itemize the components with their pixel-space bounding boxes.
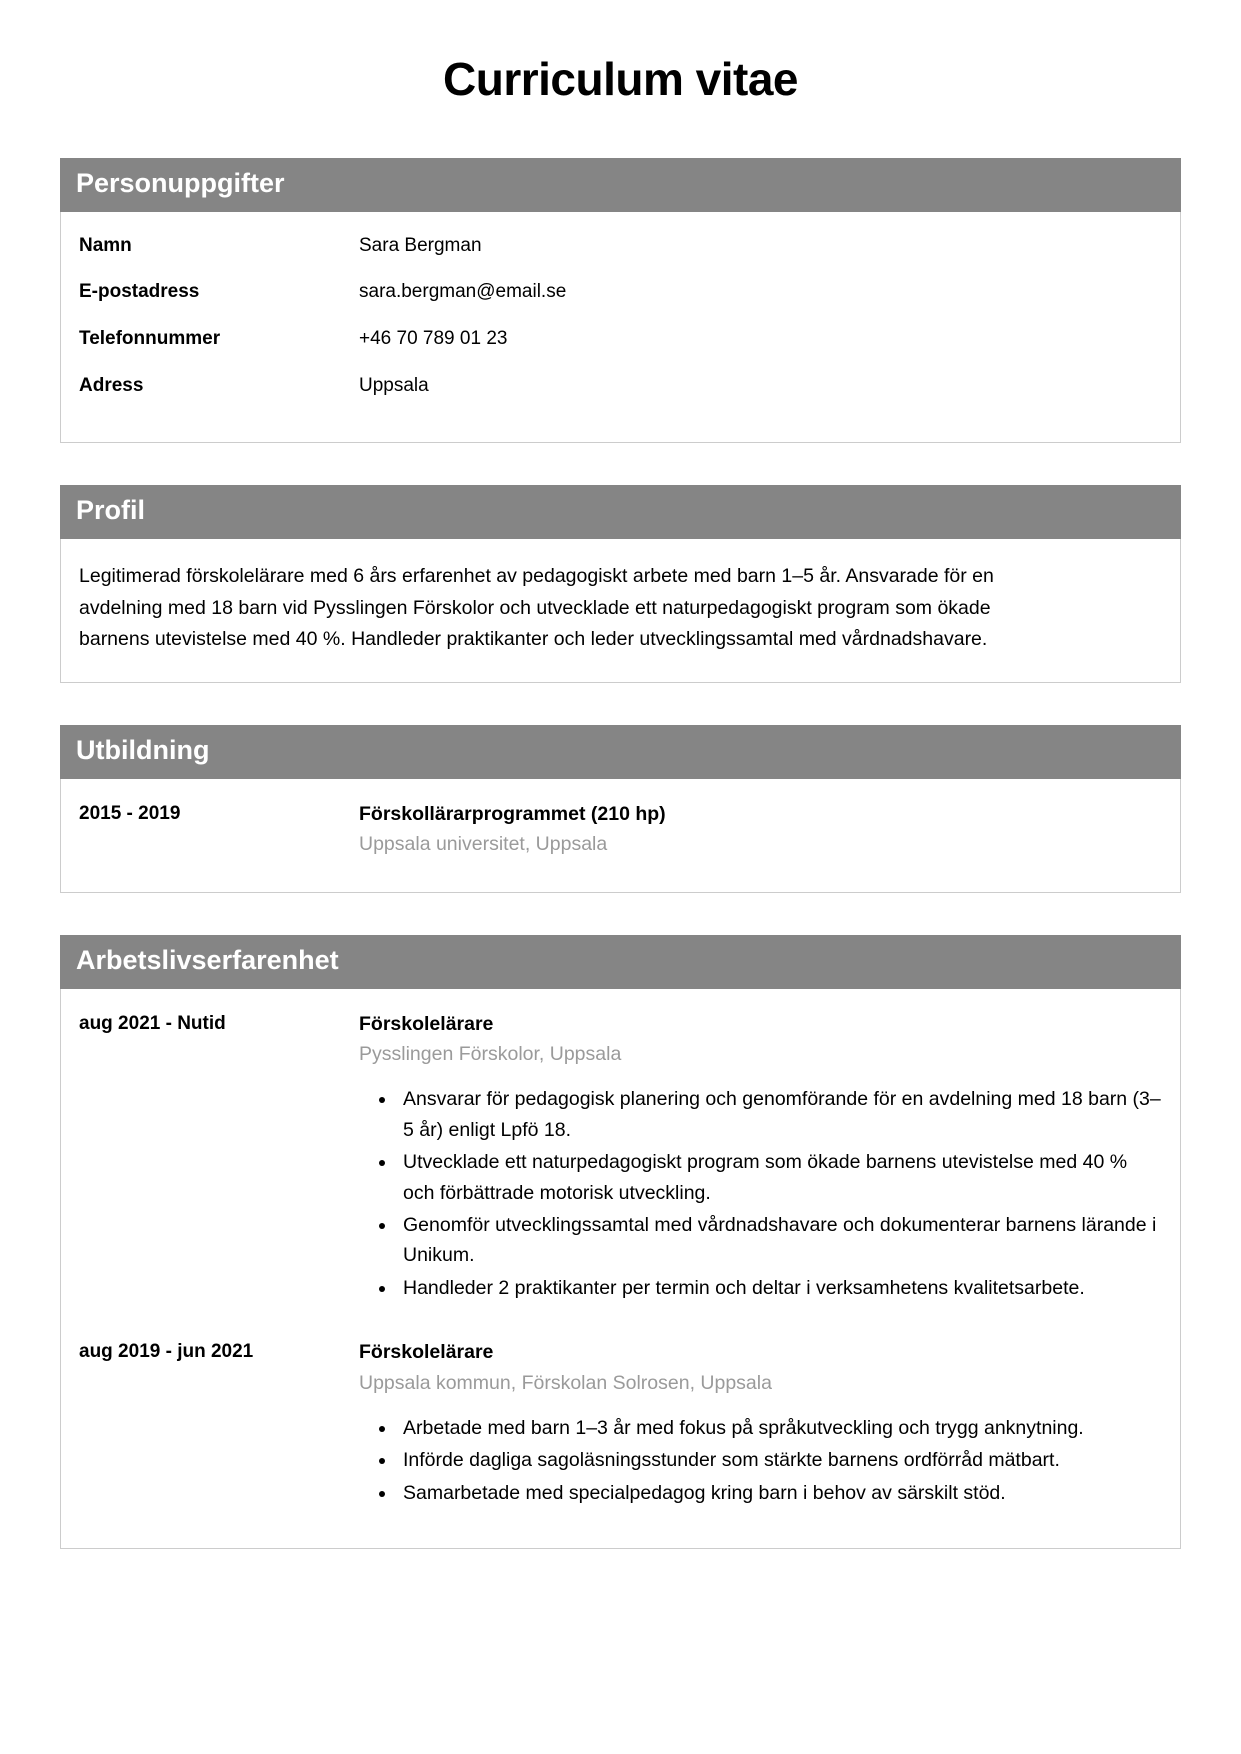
list-item: • Ansvarar för pedagogisk planering och genomförande för en avdelning med 18 barn (3–5 år) enligt Lpfö 18. xyxy=(397,1084,1162,1145)
section-personal-details xyxy=(60,158,1181,443)
section-work-experience xyxy=(60,935,1181,1549)
list-item: • Handleder 2 praktikanter per termin och deltar i verksamhetens kvalitetsarbete. xyxy=(397,1273,1162,1303)
education-entry-title: Förskollärarprogrammet (210 hp) xyxy=(359,802,666,825)
list-item: • Arbetade med barn 1–3 år med fokus på språkutveckling och trygg anknytning. xyxy=(397,1413,1162,1443)
section-body-work-experience xyxy=(60,989,1181,1549)
education-entry-institution: Uppsala universitet, Uppsala xyxy=(359,832,608,855)
list-item: • Genomför utvecklingssamtal med vårdnadshavare och dokumenterar barnens lärande i Unikum. xyxy=(397,1210,1162,1271)
profile-text: Legitimerad förskolelärare med 6 års erfarenhet av pedagogiskt arbete med barn 1–5 år. Ansvarade för en avdelning med 18 barn vid Pysslingen Förskolor och utvecklade ett naturpedagogiskt program som ökade barnens utevistelse med 40 %. Handleder praktikanter och leder utvecklingssamtal med vårdnadshavare. xyxy=(79,565,994,651)
section-header-profile: Profil xyxy=(60,485,1181,539)
detail-value: sara.bergman@email.se xyxy=(359,281,567,303)
section-header-education: Utbildning xyxy=(60,725,1181,779)
list-item: • Samarbetade med specialpedagog kring barn i behov av särskilt stöd. xyxy=(397,1478,1162,1508)
detail-value: +46 70 789 01 23 xyxy=(359,328,508,350)
experience-entry-bullets xyxy=(359,1413,1162,1508)
education-entry xyxy=(79,801,1162,859)
page-title: Curriculum vitae xyxy=(443,53,798,105)
detail-label: Adress xyxy=(79,374,144,396)
section-body-profile xyxy=(60,539,1181,683)
section-body-personal-details xyxy=(60,212,1181,444)
experience-entry-bullets xyxy=(359,1084,1162,1303)
detail-row-address xyxy=(79,374,1162,399)
detail-value: Uppsala xyxy=(359,374,429,396)
experience-entry-employer: Pysslingen Förskolor, Uppsala xyxy=(359,1043,622,1066)
experience-entry-title: Förskolelärare xyxy=(359,1341,494,1364)
experience-entry-main xyxy=(359,1011,1162,1305)
list-item: • Införde dagliga sagoläsningsstunder som stärkte barnens ordförråd mätbart. xyxy=(397,1445,1162,1475)
experience-entry xyxy=(79,1339,1162,1510)
education-entry-date: 2015 - 2019 xyxy=(79,802,181,824)
experience-entry-title: Förskolelärare xyxy=(359,1012,494,1035)
detail-value: Sara Bergman xyxy=(359,234,482,256)
experience-entry-date: aug 2019 - jun 2021 xyxy=(79,1341,254,1363)
experience-entry-date: aug 2021 - Nutid xyxy=(79,1012,226,1034)
section-body-education xyxy=(60,779,1181,894)
detail-row-namn xyxy=(79,234,1162,259)
section-header-work-experience: Arbetslivserfarenhet xyxy=(60,935,1181,989)
section-profile xyxy=(60,485,1181,682)
detail-label: Namn xyxy=(79,234,132,256)
experience-entry-employer: Uppsala kommun, Förskolan Solrosen, Uppsala xyxy=(359,1371,772,1394)
experience-entry-main xyxy=(359,1339,1162,1510)
section-header-personal-details: Personuppgifter xyxy=(60,158,1181,212)
detail-label: Telefonnummer xyxy=(79,328,221,350)
section-education xyxy=(60,725,1181,893)
list-item: • Utvecklade ett naturpedagogiskt program som ökade barnens utevistelse med 40 % och förbättrade motorisk utveckling. xyxy=(397,1147,1162,1208)
experience-entry xyxy=(79,1011,1162,1305)
detail-label: E-postadress xyxy=(79,281,200,303)
detail-row-phone xyxy=(79,327,1162,352)
education-entry-main xyxy=(359,801,1162,859)
detail-row-email xyxy=(79,280,1162,305)
